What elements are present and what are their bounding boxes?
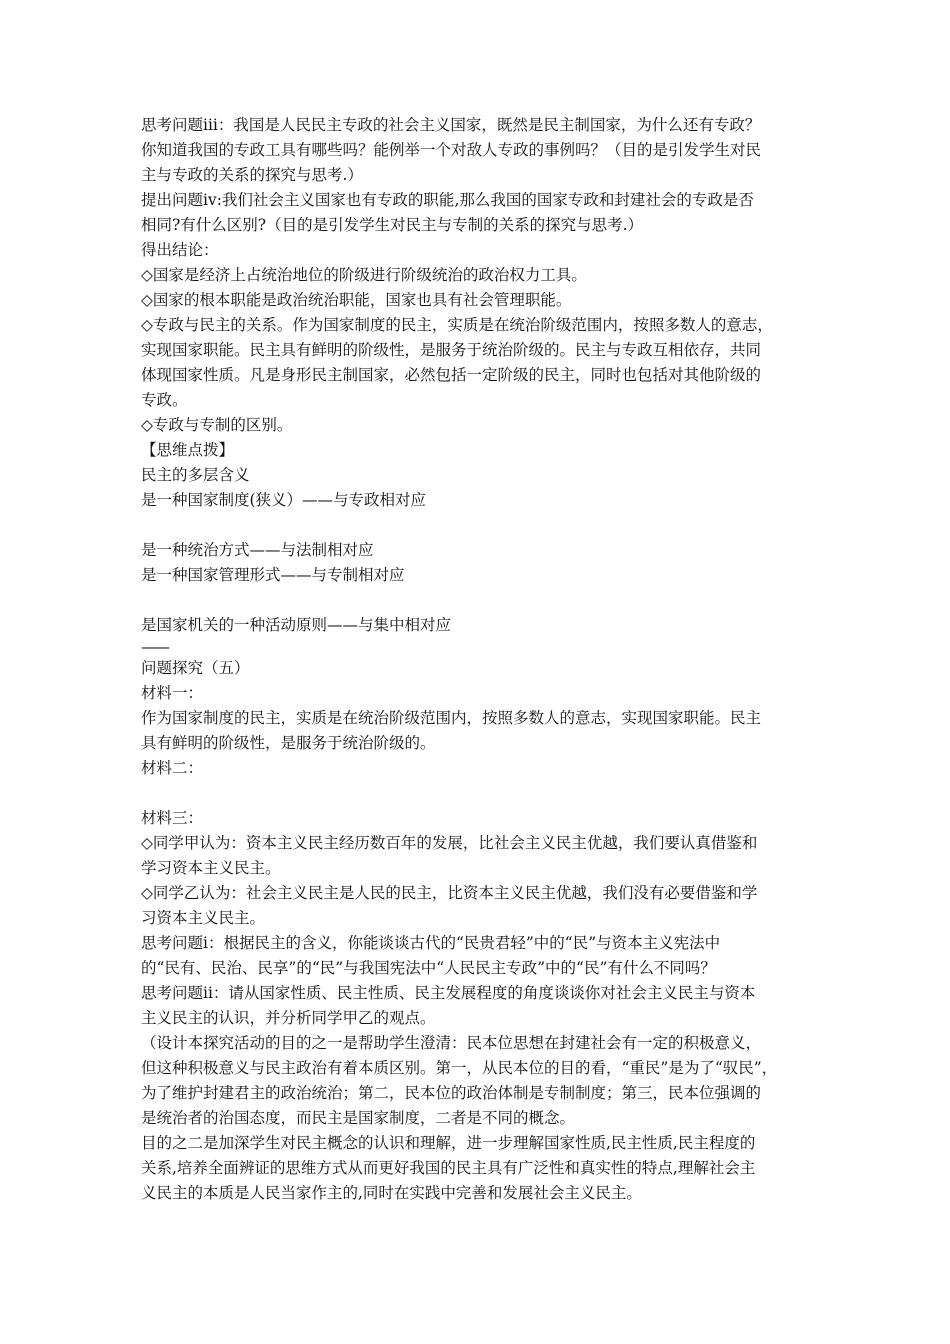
text-line: 是一种国家管理形式——与专制相对应 [141,566,405,584]
text-line: 民主的多层含义 [141,466,250,484]
text-line: 是一种国家制度(狭义）——与专政相对应 [141,491,427,509]
section-heading: 【思维点拨】 [141,441,235,459]
text-line: 主义民主的认识，并分析同学甲乙的观点。 [141,1009,436,1027]
document-body [141,113,816,1206]
text-line: 体现国家性质。凡是身形民主制国家，必然包括一定阶级的民主，同时也包括对其他阶级的 [141,366,762,384]
section-heading: 问题探究（五） [141,659,250,677]
text-line: 作为国家制度的民主，实质是在统治阶级范围内，按照多数人的意志，实现国家职能。民主 [141,709,762,727]
blank-line [141,781,816,806]
section-heading: 得出结论： [141,241,219,259]
text-line: 提出问题ⅳ:我们社会主义国家也有专政的职能,那么我国的国家专政和封建社会的专政是否 [141,191,754,209]
bullet-item: ◇同学乙认为：社会主义民主是人民的民主，比资本主义民主优越，我们没有必要借鉴和学 [141,884,758,902]
text-line: 的“民有、民治、民享”的“民”与我国宪法中“人民民主专政”中的“民”有什么不同吗？ [141,959,716,977]
bullet-item: ◇专政与民主的关系。作为国家制度的民主，实质是在统治阶级范围内，按照多数人的意志， [141,316,773,334]
dash-line: —— [141,638,168,656]
material-label: 材料一： [141,684,204,702]
text-line: 学习资本主义民主。 [141,859,281,877]
text-line: 主与专政的关系的探究与思考.） [141,166,363,184]
text-line: 相同?有什么区别?（目的是引发学生对民主与专制的关系的探究与思考.） [141,216,644,234]
text-line: 是一种统治方式——与法制相对应 [141,541,374,559]
text-line: 思考问题ⅰ：根据民主的含义，你能谈谈古代的“民贵君轻”中的“民”与资本主义宪法中 [141,934,721,952]
material-label: 材料二： [141,759,204,777]
text-line: 是国家机关的一种活动原则——与集中相对应 [141,616,452,634]
text-line: 专政。 [141,391,188,409]
bullet-item: ◇同学甲认为：资本主义民主经历数百年的发展，比社会主义民主优越，我们要认真借鉴和 [141,834,758,852]
bullet-item: ◇专政与专制的区别。 [141,416,293,434]
text-line: 目的之二是加深学生对民主概念的认识和理解，进一步理解国家性质,民主性质,民主程度的 [141,1134,756,1152]
text-line: 但这种积极意义与民主政治有着本质区别。第一，从民本位的目的看，“重民”是为了“驭民”， [141,1059,778,1077]
text-line: 是统治者的治国态度，而民主是国家制度，二者是不同的概念。 [141,1109,576,1127]
text-line: 实现国家职能。民主具有鲜明的阶级性，是服务于统治阶级的。民主与专政互相依存，共同 [141,341,762,359]
text-line: 习资本主义民主。 [141,909,266,927]
blank-line [141,588,816,613]
bullet-item: ◇国家是经济上占统治地位的阶级进行阶级统治的政治权力工具。 [141,266,587,284]
text-line: 为了维护封建君主的政治统治；第二，民本位的政治体制是专制制度；第三，民本位强调的 [141,1084,762,1102]
material-label: 材料三： [141,809,204,827]
blank-line [141,513,816,538]
text-line: 你知道我国的专政工具有哪些吗？能例举一个对敌人专政的事例吗？（目的是引发学生对民 [141,141,762,159]
text-line: 义民主的本质是人民当家作主的,同时在实践中完善和发展社会主义民主。 [141,1184,642,1202]
text-line: 具有鲜明的阶级性，是服务于统治阶级的。 [141,734,436,752]
text-line: （设计本探究活动的目的之一是帮助学生澄清：民本位思想在封建社会有一定的积极意义， [141,1034,762,1052]
text-line: 思考问题ⅱ：请从国家性质、民主性质、民主发展程度的角度谈谈你对社会主义民主与资本 [141,984,756,1002]
text-line: 关系,培养全面辨证的思维方式从而更好我国的民主具有广泛性和真实性的特点,理解社会主 [141,1159,756,1177]
text-line: 思考问题ⅲ：我国是人民民主专政的社会主义国家，既然是民主制国家，为什么还有专政？ [141,116,761,134]
bullet-item: ◇国家的根本职能是政治统治职能，国家也具有社会管理职能。 [141,291,572,309]
